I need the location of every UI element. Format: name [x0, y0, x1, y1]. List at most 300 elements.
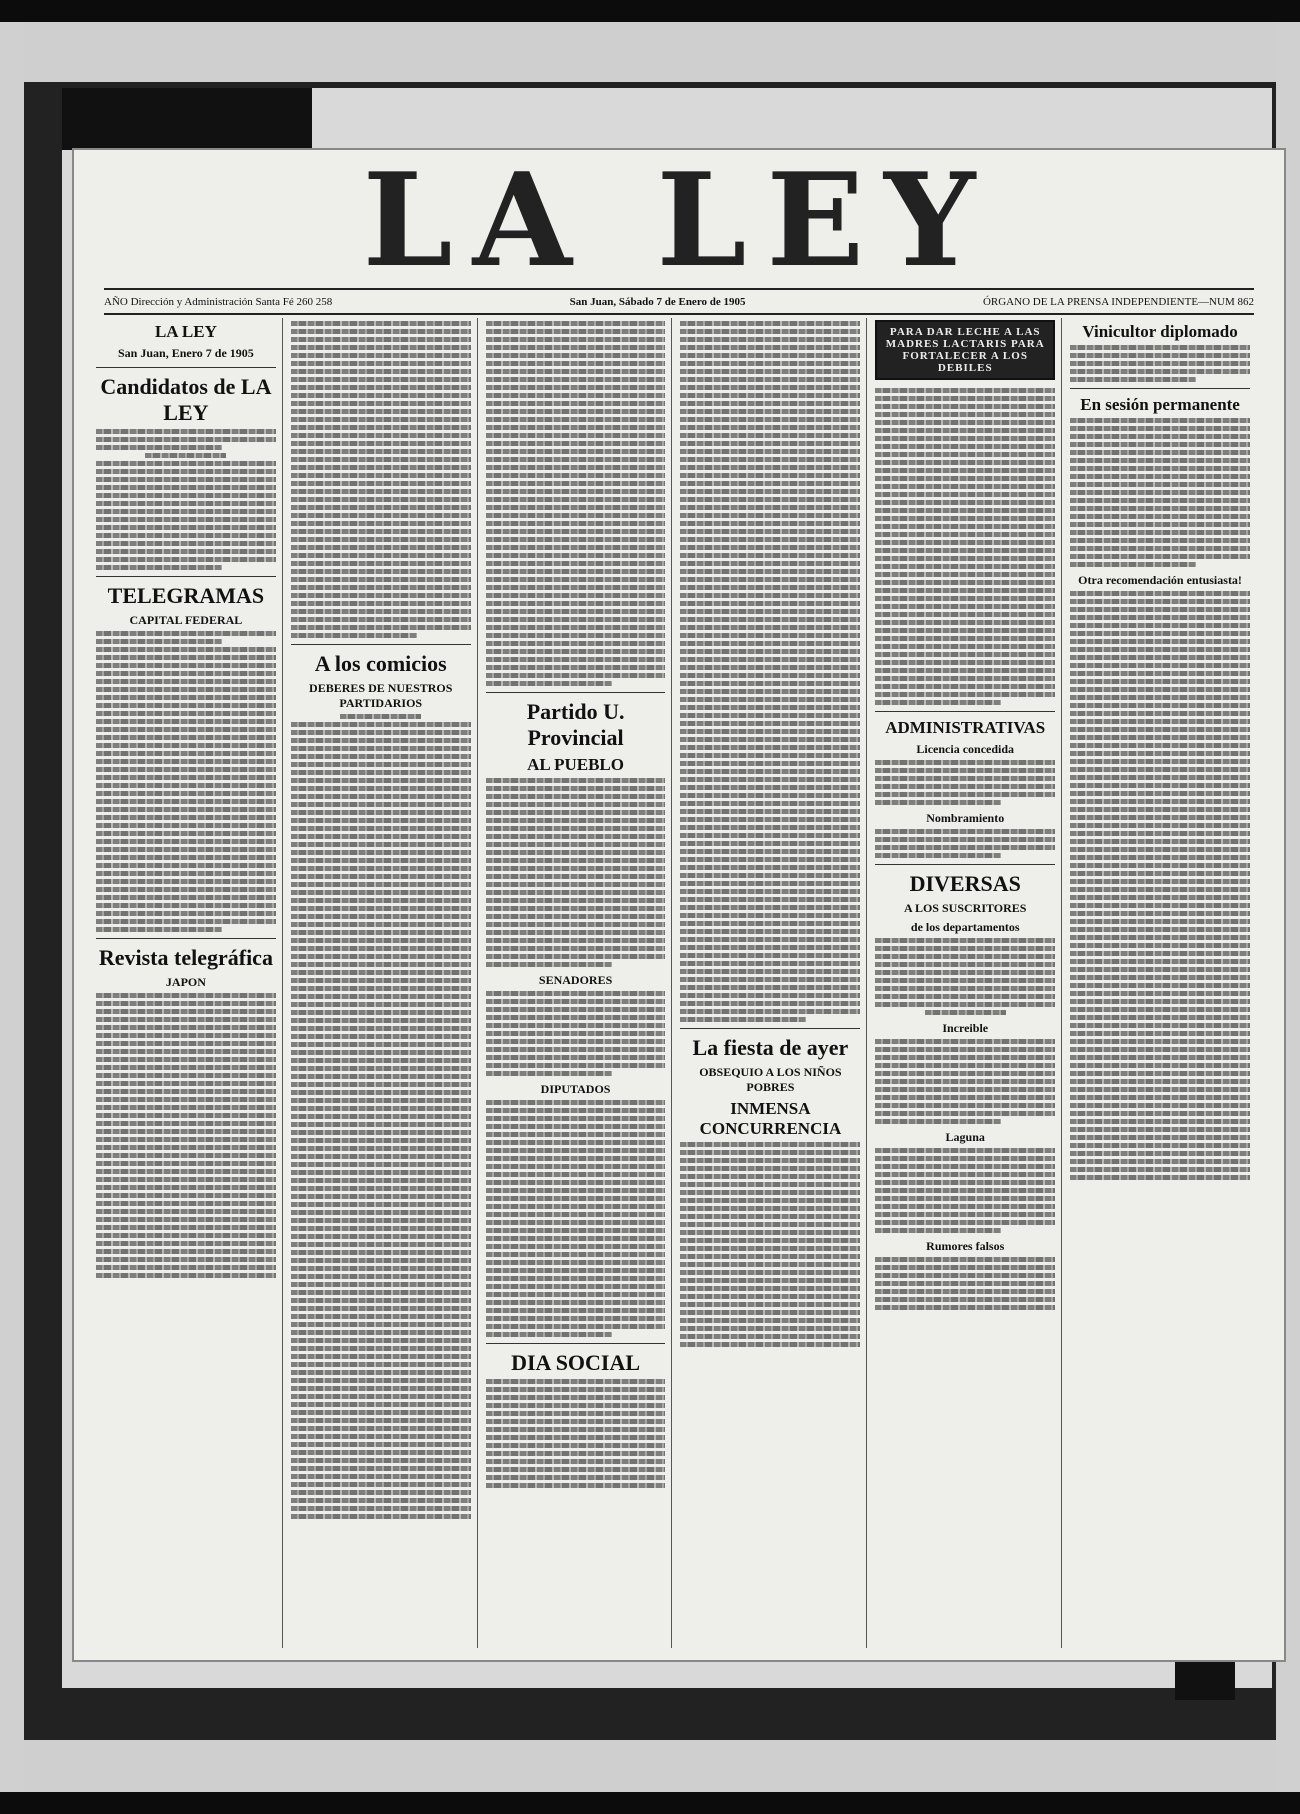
text-line	[291, 1330, 471, 1335]
text-line	[875, 508, 1055, 513]
text-line	[96, 477, 276, 482]
text-line	[291, 970, 471, 975]
text-line	[486, 1443, 666, 1448]
text-block	[680, 321, 860, 1022]
text-line	[96, 807, 276, 812]
text-line	[1070, 474, 1250, 479]
text-line	[680, 1017, 806, 1022]
text-line	[486, 1284, 666, 1289]
text-line	[486, 681, 612, 686]
text-line	[486, 1148, 666, 1153]
text-line	[875, 1111, 1055, 1116]
text-line	[1070, 767, 1250, 772]
text-line	[1070, 1127, 1250, 1132]
text-line	[291, 906, 471, 911]
text-block	[486, 1379, 666, 1488]
text-line	[291, 441, 471, 446]
text-line	[1070, 361, 1250, 366]
text-block	[96, 993, 276, 1278]
text-line	[96, 1185, 276, 1190]
text-block	[680, 1142, 860, 1347]
text-line	[1070, 855, 1250, 860]
text-line	[875, 986, 1055, 991]
strip-center: San Juan, Sábado 7 de Enero de 1905	[569, 296, 746, 308]
text-line	[96, 695, 276, 700]
text-line	[875, 1156, 1055, 1161]
text-line	[875, 1289, 1055, 1294]
text-line	[96, 719, 276, 724]
text-line	[925, 1010, 1006, 1015]
text-line	[875, 853, 1001, 858]
text-line	[291, 1490, 471, 1495]
text-line	[680, 433, 860, 438]
column-1-dateline: San Juan, Enero 7 de 1905	[118, 346, 254, 360]
text-line	[875, 978, 1055, 983]
text-line	[96, 429, 276, 434]
text-line	[486, 1387, 666, 1392]
text-line	[875, 1305, 1055, 1310]
text-line	[96, 1273, 276, 1278]
text-line	[486, 377, 666, 382]
text-line	[291, 1066, 471, 1071]
text-line	[680, 1158, 860, 1163]
text-line	[875, 1055, 1055, 1060]
subhead-departamentos: de los departamentos	[910, 920, 1020, 934]
text-line	[486, 874, 666, 879]
text-line	[291, 954, 471, 959]
text-line	[291, 361, 471, 366]
text-line	[291, 417, 471, 422]
text-line	[96, 735, 276, 740]
text-line	[291, 1322, 471, 1327]
text-line	[875, 684, 1055, 689]
text-line	[96, 1217, 276, 1222]
text-line	[486, 513, 666, 518]
text-line	[96, 1009, 276, 1014]
text-line	[680, 873, 860, 878]
text-line	[291, 505, 471, 510]
text-line	[291, 786, 471, 791]
text-line	[1070, 927, 1250, 932]
text-line	[680, 713, 860, 718]
text-line	[291, 1514, 471, 1519]
text-line	[291, 802, 471, 807]
text-line	[1070, 791, 1250, 796]
text-line	[96, 903, 276, 908]
text-line	[291, 938, 471, 943]
text-line	[1070, 466, 1250, 471]
subhead-senadores: SENADORES	[538, 973, 613, 987]
text-line	[96, 557, 276, 562]
text-line	[486, 1132, 666, 1137]
text-line	[96, 1241, 276, 1246]
text-line	[486, 545, 666, 550]
text-line	[1070, 967, 1250, 972]
text-line	[486, 1252, 666, 1257]
text-line	[486, 1411, 666, 1416]
text-line	[875, 994, 1055, 999]
text-line	[291, 537, 471, 542]
text-line	[486, 1467, 666, 1472]
text-line	[96, 993, 276, 998]
text-line	[875, 428, 1055, 433]
text-line	[1070, 442, 1250, 447]
text-line	[680, 697, 860, 702]
text-line	[1070, 943, 1250, 948]
text-line	[291, 1466, 471, 1471]
text-line	[291, 1290, 471, 1295]
text-line	[96, 533, 276, 538]
text-line	[680, 345, 860, 350]
text-line	[291, 577, 471, 582]
text-line	[486, 1023, 666, 1028]
text-line	[1070, 377, 1196, 382]
text-line	[1070, 1079, 1250, 1084]
text-line	[680, 521, 860, 526]
text-line	[875, 404, 1055, 409]
text-line	[486, 657, 666, 662]
text-line	[291, 633, 417, 638]
text-line	[291, 1482, 471, 1487]
text-line	[680, 409, 860, 414]
text-line	[486, 882, 666, 887]
text-line	[486, 1260, 666, 1265]
text-line	[291, 625, 471, 630]
text-line	[291, 882, 471, 887]
text-line	[291, 1434, 471, 1439]
text-line	[486, 1188, 666, 1193]
text-line	[486, 321, 666, 326]
text-line	[875, 676, 1055, 681]
text-block	[875, 938, 1055, 1015]
text-line	[1070, 1031, 1250, 1036]
text-line	[291, 1098, 471, 1103]
column-1-tag: LA LEY	[154, 322, 217, 341]
text-line	[96, 565, 222, 570]
text-line	[680, 801, 860, 806]
text-line	[486, 625, 666, 630]
text-line	[96, 437, 276, 442]
text-line	[1070, 1047, 1250, 1052]
text-line	[1070, 506, 1250, 511]
text-line	[1070, 719, 1250, 724]
text-line	[680, 737, 860, 742]
text-line	[291, 1186, 471, 1191]
text-line	[875, 500, 1055, 505]
masthead-rule-top	[104, 288, 1254, 290]
text-line	[96, 1073, 276, 1078]
text-line	[680, 1310, 860, 1315]
text-line	[875, 564, 1055, 569]
text-line	[1070, 823, 1250, 828]
text-block	[875, 829, 1055, 858]
text-line	[1070, 522, 1250, 527]
text-line	[680, 377, 860, 382]
text-line	[680, 1238, 860, 1243]
text-line	[96, 1145, 276, 1150]
text-line	[875, 604, 1055, 609]
text-line	[680, 761, 860, 766]
text-line	[875, 484, 1055, 489]
text-line	[486, 930, 666, 935]
divider	[875, 864, 1055, 865]
text-line	[96, 639, 222, 644]
text-line	[291, 489, 471, 494]
text-line	[486, 465, 666, 470]
text-line	[486, 457, 666, 462]
text-line	[486, 922, 666, 927]
text-line	[486, 353, 666, 358]
text-line	[1070, 935, 1250, 940]
text-block	[875, 1148, 1055, 1233]
text-line	[486, 409, 666, 414]
text-line	[1070, 711, 1250, 716]
text-line	[680, 809, 860, 814]
text-line	[486, 1196, 666, 1201]
divider	[96, 938, 276, 939]
text-line	[96, 509, 276, 514]
text-line	[486, 417, 666, 422]
text-line	[875, 460, 1055, 465]
text-line	[875, 492, 1055, 497]
text-line	[875, 596, 1055, 601]
divider	[486, 1343, 666, 1344]
text-line	[291, 601, 471, 606]
text-line	[680, 1150, 860, 1155]
text-line	[875, 692, 1055, 697]
text-line	[680, 705, 860, 710]
text-line	[291, 337, 471, 342]
text-line	[875, 1087, 1055, 1092]
text-line	[291, 858, 471, 863]
text-line	[1070, 623, 1250, 628]
text-line	[96, 541, 276, 546]
text-line	[680, 449, 860, 454]
text-line	[96, 1065, 276, 1070]
text-line	[1070, 538, 1250, 543]
text-line	[291, 842, 471, 847]
text-line	[291, 1178, 471, 1183]
text-line	[680, 833, 860, 838]
text-line	[486, 794, 666, 799]
text-line	[1070, 1167, 1250, 1172]
text-line	[96, 767, 276, 772]
film-edge-top	[0, 0, 1300, 22]
text-line	[1070, 1175, 1250, 1180]
text-line	[1070, 815, 1250, 820]
text-line	[680, 849, 860, 854]
text-line	[680, 1142, 860, 1147]
text-line	[680, 721, 860, 726]
text-line	[680, 673, 860, 678]
text-line	[486, 850, 666, 855]
text-line	[680, 865, 860, 870]
text-line	[486, 826, 666, 831]
text-line	[291, 1386, 471, 1391]
text-line	[875, 1047, 1055, 1052]
text-line	[1070, 999, 1250, 1004]
text-line	[680, 617, 860, 622]
text-line	[291, 762, 471, 767]
text-line	[680, 881, 860, 886]
text-block	[875, 1257, 1055, 1310]
text-line	[291, 890, 471, 895]
text-line	[96, 1209, 276, 1214]
text-line	[486, 810, 666, 815]
text-line	[96, 743, 276, 748]
subhead-diputados: DIPUTADOS	[540, 1082, 611, 1096]
text-line	[1070, 775, 1250, 780]
text-line	[96, 1105, 276, 1110]
text-line	[96, 687, 276, 692]
text-line	[486, 1071, 612, 1076]
dateline-strip	[104, 292, 1254, 312]
divider	[1070, 388, 1250, 389]
text-line	[875, 452, 1055, 457]
text-line	[1070, 959, 1250, 964]
headline-en-sesion-permanente: En sesión permanente	[1080, 395, 1240, 414]
text-line	[680, 417, 860, 422]
text-line	[1070, 639, 1250, 644]
text-line	[680, 1166, 860, 1171]
text-line	[875, 556, 1055, 561]
text-line	[486, 1244, 666, 1249]
column-1	[96, 318, 283, 1648]
text-line	[875, 1172, 1055, 1177]
text-line	[96, 1257, 276, 1262]
text-line	[875, 668, 1055, 673]
text-line	[680, 1230, 860, 1235]
text-line	[875, 829, 1055, 834]
text-line	[486, 1276, 666, 1281]
text-line	[1070, 839, 1250, 844]
text-line	[1070, 607, 1250, 612]
text-line	[486, 1172, 666, 1177]
text-line	[291, 922, 471, 927]
text-line	[486, 369, 666, 374]
text-line	[680, 745, 860, 750]
text-line	[1070, 434, 1250, 439]
text-line	[875, 524, 1055, 529]
text-line	[291, 1122, 471, 1127]
text-line	[875, 768, 1055, 773]
text-line	[680, 329, 860, 334]
text-line	[680, 561, 860, 566]
text-line	[340, 714, 421, 719]
text-line	[680, 769, 860, 774]
text-line	[96, 1161, 276, 1166]
text-line	[291, 770, 471, 775]
text-line	[96, 1001, 276, 1006]
text-line	[486, 1316, 666, 1321]
text-line	[486, 1164, 666, 1169]
frame-left-border	[0, 22, 24, 1792]
text-line	[291, 1426, 471, 1431]
text-line	[291, 1194, 471, 1199]
text-line	[486, 401, 666, 406]
text-line	[1070, 514, 1250, 519]
text-line	[486, 1268, 666, 1273]
text-line	[291, 521, 471, 526]
text-line	[291, 1218, 471, 1223]
text-line	[875, 1257, 1055, 1262]
text-line	[486, 473, 666, 478]
text-line	[680, 1318, 860, 1323]
text-line	[680, 465, 860, 470]
text-block	[875, 760, 1055, 805]
text-line	[486, 858, 666, 863]
text-line	[486, 938, 666, 943]
text-line	[1070, 1015, 1250, 1020]
text-line	[486, 1403, 666, 1408]
text-line	[96, 549, 276, 554]
text-line	[875, 1148, 1055, 1153]
text-line	[680, 1190, 860, 1195]
text-line	[96, 1033, 276, 1038]
text-line	[680, 1270, 860, 1275]
text-line	[875, 476, 1055, 481]
text-line	[680, 489, 860, 494]
text-line	[486, 1180, 666, 1185]
divider	[680, 1028, 860, 1029]
text-line	[680, 1294, 860, 1299]
headline-partido-union-provincial: Partido U. Provincial	[526, 699, 625, 750]
text-line	[486, 345, 666, 350]
text-line	[680, 985, 860, 990]
text-line	[291, 1210, 471, 1215]
text-line	[96, 1249, 276, 1254]
text-line	[1070, 369, 1250, 374]
text-line	[96, 1097, 276, 1102]
text-line	[875, 776, 1055, 781]
text-line	[1070, 530, 1250, 535]
text-line	[680, 969, 860, 974]
text-line	[1070, 847, 1250, 852]
text-line	[680, 785, 860, 790]
text-block	[875, 388, 1055, 705]
text-line	[486, 433, 666, 438]
column-6	[1070, 318, 1256, 1648]
text-line	[875, 540, 1055, 545]
headline-revista-telegrafica: Revista telegráfica	[98, 945, 273, 970]
text-line	[680, 425, 860, 430]
text-line	[1070, 871, 1250, 876]
text-line	[486, 577, 666, 582]
text-line	[96, 1081, 276, 1086]
strip-right: ÓRGANO DE LA PRENSA INDEPENDIENTE—NUM 862	[982, 296, 1254, 308]
text-line	[1070, 1135, 1250, 1140]
text-line	[96, 671, 276, 676]
text-line	[486, 569, 666, 574]
text-line	[1070, 490, 1250, 495]
text-line	[96, 711, 276, 716]
text-line	[291, 818, 471, 823]
text-line	[96, 1265, 276, 1270]
text-line	[96, 791, 276, 796]
text-line	[1070, 975, 1250, 980]
text-line	[291, 722, 471, 727]
text-line	[291, 593, 471, 598]
text-line	[680, 1001, 860, 1006]
text-line	[96, 1017, 276, 1022]
text-line	[291, 914, 471, 919]
text-line	[875, 1071, 1055, 1076]
text-line	[486, 489, 666, 494]
text-line	[486, 1379, 666, 1384]
text-line	[680, 505, 860, 510]
text-line	[291, 617, 471, 622]
text-block	[291, 321, 471, 638]
